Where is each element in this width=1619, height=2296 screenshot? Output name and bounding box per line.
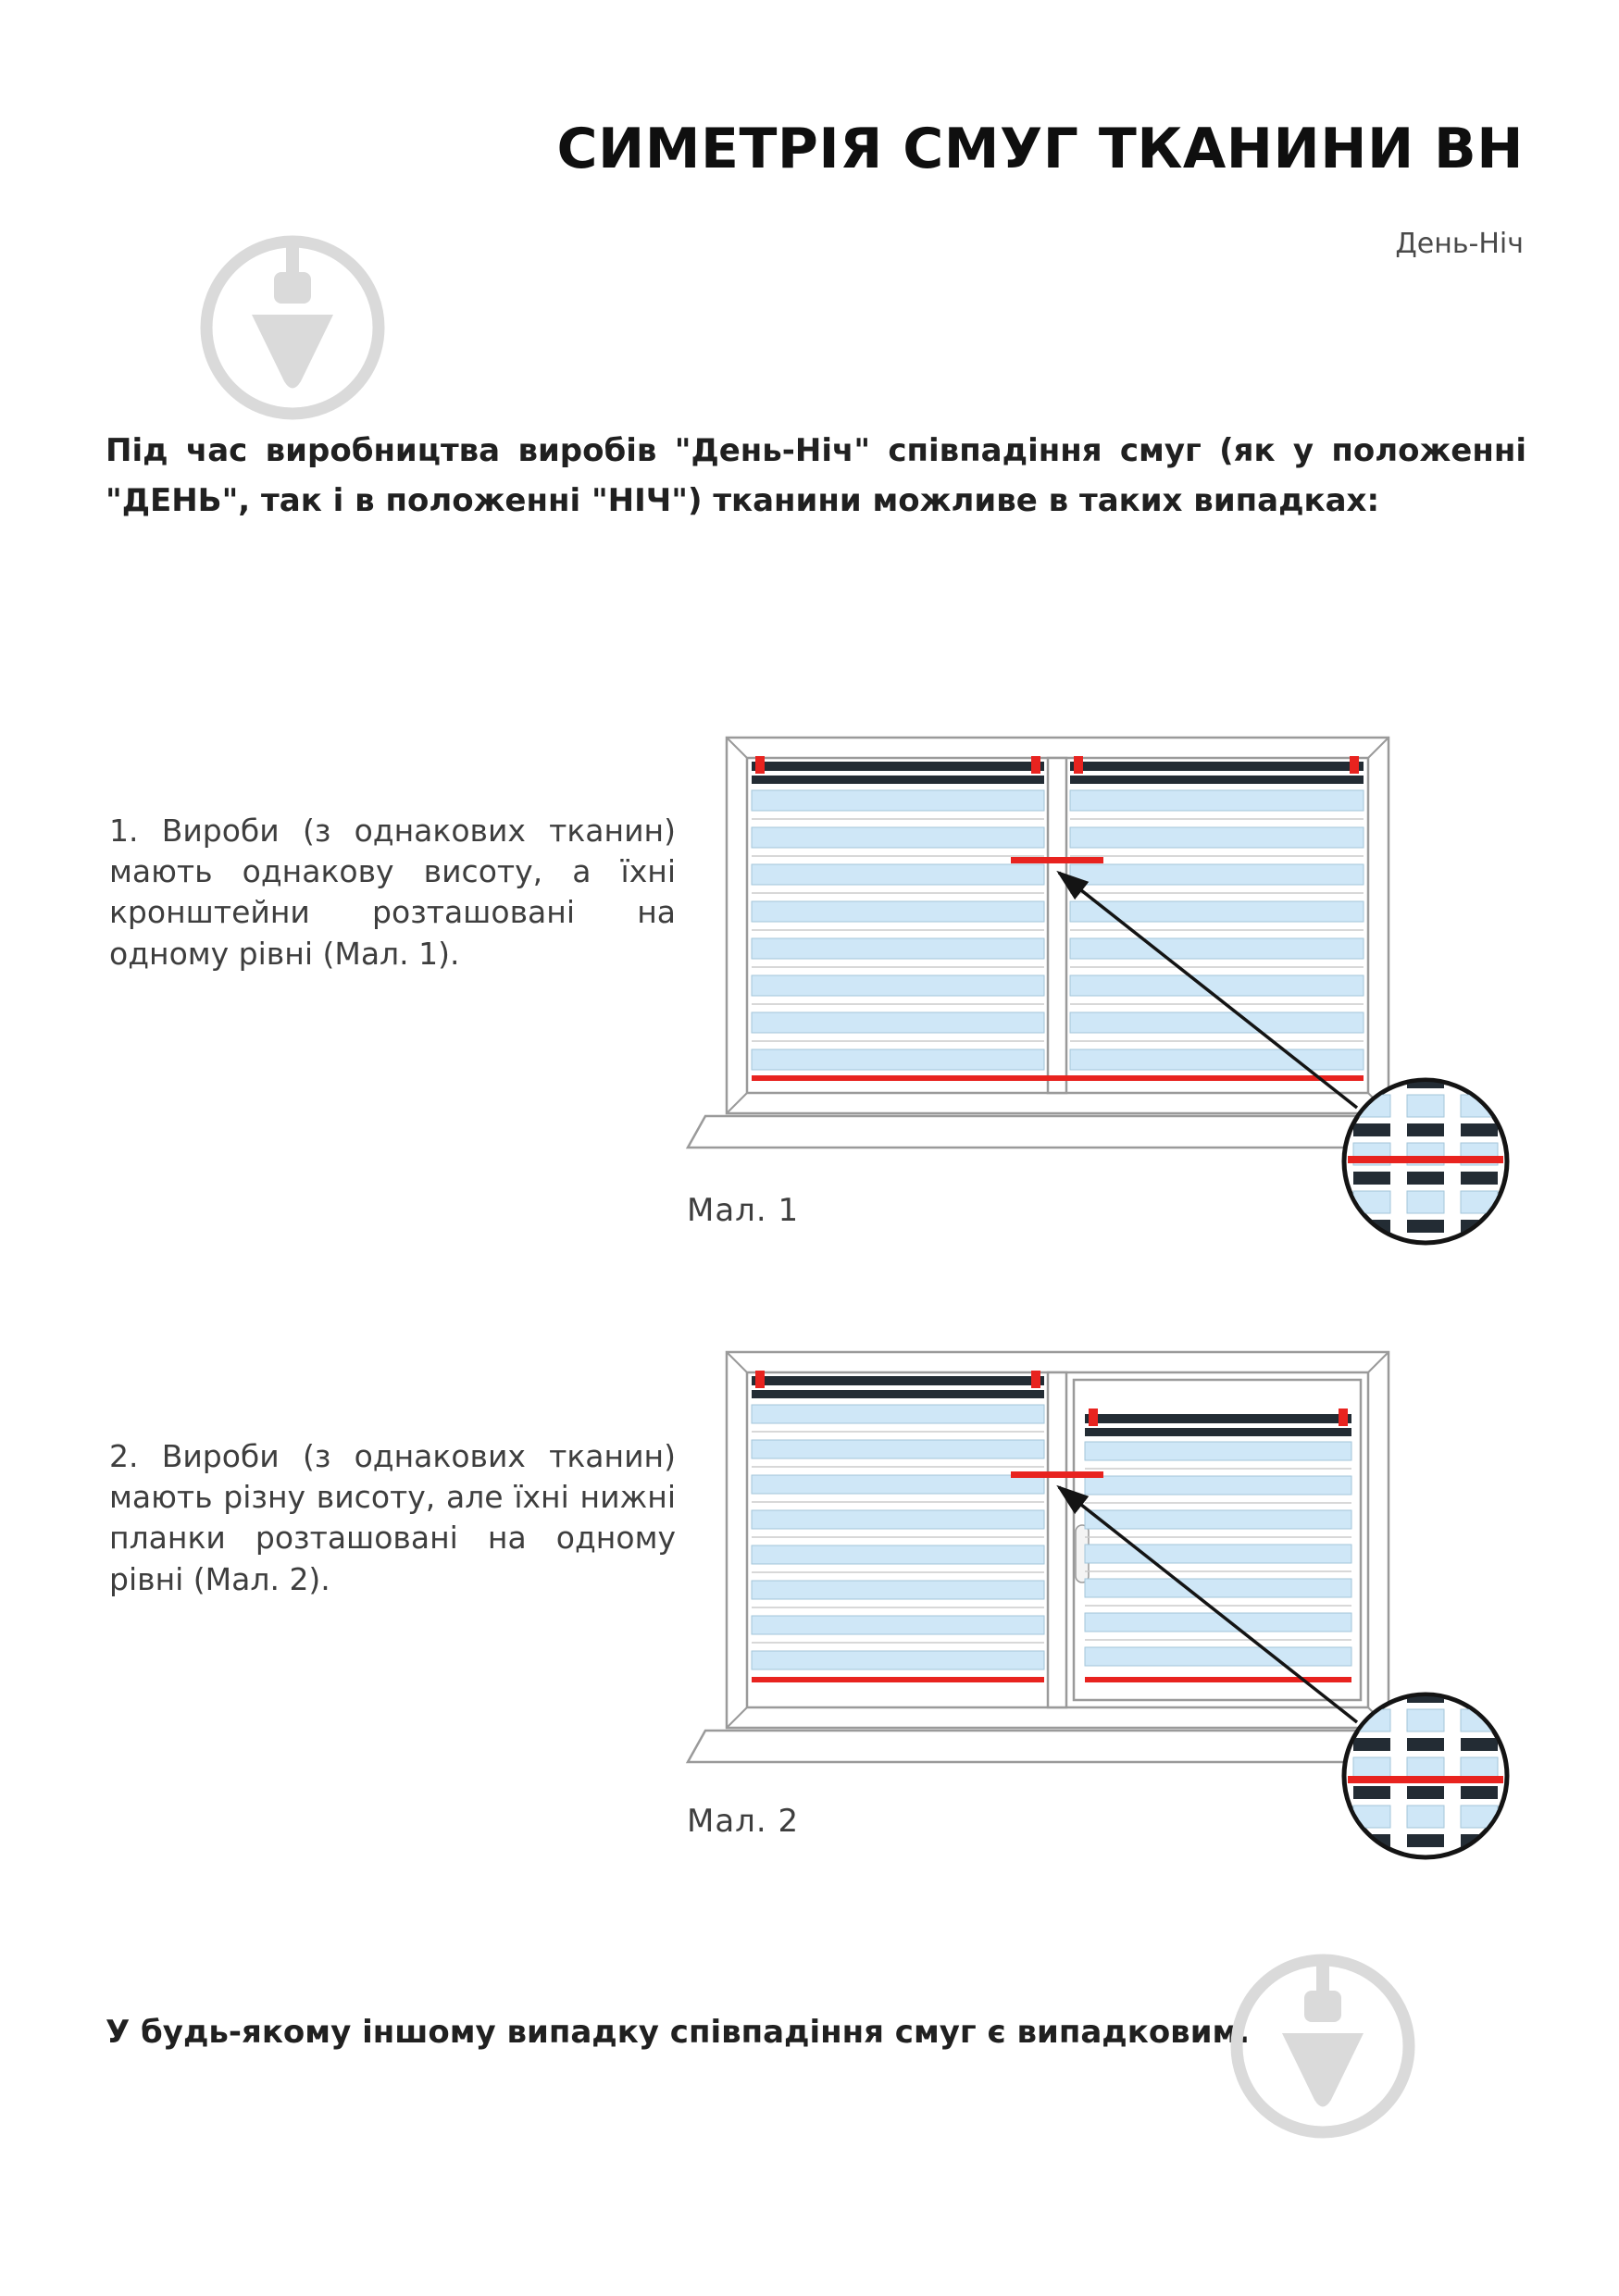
- case-1-text: 1. Вироби (з однакових тканин) мають однакову висоту, а їхні кронштейни розташовані на одному рівні (Мал. 1).: [109, 813, 676, 972]
- bottom-bar: [1085, 1677, 1351, 1682]
- bottom-bar: [752, 1677, 1044, 1682]
- intro-paragraph: Під час виробництва виробів "День-Ніч" співпадіння смуг (як у положенні "ДЕНЬ", так і в положенні "НІЧ") тканини можливе в таких випадках:: [106, 432, 1526, 520]
- bracket-marker: [1089, 1409, 1098, 1426]
- case-2-text: 2. Вироби (з однакових тканин) мають різну висоту, але їхні нижні планки розташовані на одному рівні (Мал. 2).: [109, 1438, 676, 1597]
- figure-2-diagram: [685, 1346, 1527, 1882]
- footer-note: У будь-якому іншому випадку співпадіння смуг є випадковим.: [106, 2014, 1251, 2051]
- right-blind: [1044, 756, 1364, 1081]
- bracket-marker: [1074, 756, 1083, 774]
- brand-watermark-bottom: [1225, 1948, 1421, 2144]
- bracket-marker: [1339, 1409, 1348, 1426]
- figure-1-diagram: [685, 731, 1527, 1268]
- brand-watermark-top: [194, 230, 391, 426]
- window-sill: [688, 1116, 1427, 1148]
- stripe-alignment-marker: [1011, 1471, 1103, 1478]
- page-subtitle: День-Ніч: [1395, 228, 1524, 260]
- bracket-marker: [1031, 756, 1040, 774]
- bracket-marker: [755, 756, 765, 774]
- bracket-marker: [755, 1371, 765, 1388]
- bracket-marker: [1031, 1371, 1040, 1388]
- left-blind: [752, 756, 1044, 1081]
- plumb-logo-icon: [1225, 1948, 1421, 2144]
- page-title: СИМЕТРІЯ СМУГ ТКАНИНИ ВН: [556, 117, 1524, 181]
- plumb-logo-icon: [194, 230, 391, 426]
- stripe-alignment-marker: [1011, 857, 1103, 863]
- figure-1-caption: Мал. 1: [687, 1192, 800, 1229]
- bottom-bar: [752, 1075, 1044, 1081]
- bracket-marker: [1350, 756, 1359, 774]
- window-sill: [688, 1731, 1427, 1762]
- figure-2-caption: Мал. 2: [687, 1803, 800, 1840]
